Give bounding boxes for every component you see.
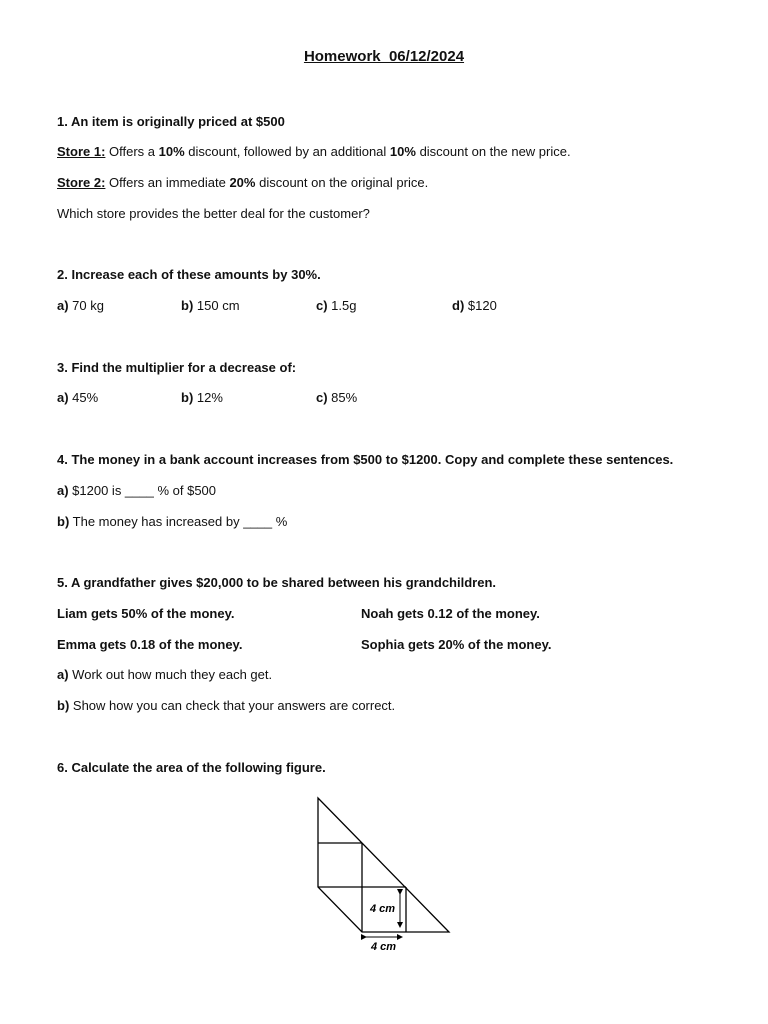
q5-heading: 5. A grandfather gives $20,000 to be shared between his grandchildren. (57, 575, 497, 590)
area-figure (300, 790, 470, 960)
store2-pct: 20% (229, 175, 256, 190)
q1-store2 (57, 175, 428, 190)
q4-heading: 4. The money in a bank account increases from $500 to $1200. Copy and complete these sentences. (57, 452, 674, 467)
q6-heading: 6. Calculate the area of the following figure. (57, 760, 326, 775)
dimension-label-vertical: 4 cm (370, 903, 396, 915)
q5-part-a: a) Work out how much they each get. (57, 667, 273, 682)
q5-liam: Liam gets 50% of the money. (57, 606, 235, 621)
store1-label: Store 1: (57, 144, 106, 159)
q2-heading: 2. Increase each of these amounts by 30%. (57, 267, 321, 282)
store1-pct-1: 10% (158, 144, 185, 159)
q1-heading: 1. An item is originally priced at $500 (57, 114, 285, 129)
q4-part-a: a) $1200 is ____ % of $500 (57, 483, 217, 498)
q1-store1 (57, 144, 571, 159)
store1-text-2: discount, followed by an additional (184, 144, 390, 159)
q2-item-a: a) 70 kg (57, 298, 104, 313)
q2-item-b: b) 150 cm (181, 298, 240, 313)
q4-part-b: b) The money has increased by ____ % (57, 514, 288, 529)
q3-item-b: b) 12% (181, 390, 223, 405)
q2-item-c: c) 1.5g (316, 298, 357, 313)
q2-item-d: d) $120 (452, 298, 497, 313)
q5-part-b: b) Show how you can check that your answers are correct. (57, 698, 396, 713)
q3-item-c: c) 85% (316, 390, 358, 405)
q5-emma: Emma gets 0.18 of the money. (57, 637, 243, 652)
q5-sophia: Sophia gets 20% of the money. (361, 637, 552, 652)
dimension-label-horizontal: 4 cm (371, 941, 397, 953)
q3-heading: 3. Find the multiplier for a decrease of: (57, 360, 297, 375)
store2-label: Store 2: (57, 175, 106, 190)
q3-item-a: a) 45% (57, 390, 99, 405)
page-title: Homework_06/12/2024 (303, 48, 465, 65)
store1-text-3: discount on the new price. (415, 144, 571, 159)
store1-text-1: Offers a (105, 144, 159, 159)
store2-text-1: Offers an immediate (105, 175, 230, 190)
store2-text-2: discount on the original price. (255, 175, 429, 190)
q5-noah: Noah gets 0.12 of the money. (361, 606, 540, 621)
q1-question: Which store provides the better deal for the customer? (57, 206, 370, 221)
store1-pct-2: 10% (389, 144, 416, 159)
